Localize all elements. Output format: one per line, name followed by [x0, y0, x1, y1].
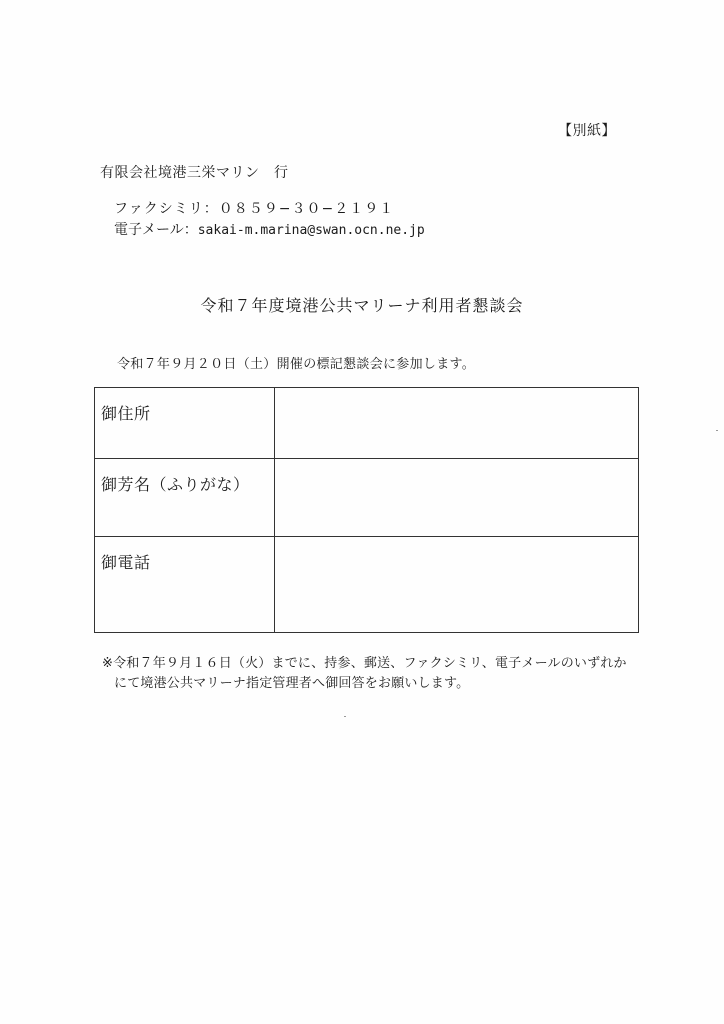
email-line [114, 219, 425, 239]
note-line-1: ※令和７年９月１６日（火）までに、持参、郵送、ファクシミリ、電子メールのいずれか [102, 656, 627, 671]
address-field[interactable] [275, 388, 638, 458]
response-form-table [94, 387, 639, 633]
fax-line [114, 198, 394, 218]
address-label: 御住所 [95, 388, 275, 458]
note-line-2: にて境港公共マリーナ指定管理者へ御回答をお願いします。 [114, 676, 470, 691]
name-field[interactable] [275, 459, 638, 536]
fax-label: ファクシミリ： [114, 201, 219, 217]
form-row-name [95, 459, 638, 537]
phone-field[interactable] [275, 537, 638, 632]
reply-note [102, 654, 642, 694]
fax-number: ０８５９−３０−２１９１ [218, 201, 395, 217]
scan-speck [344, 716, 346, 717]
form-row-address [95, 388, 638, 459]
form-row-phone [95, 537, 638, 632]
phone-label: 御電話 [95, 537, 275, 632]
attendance-statement: 令和７年９月２０日（土）開催の標記懇談会に参加します。 [117, 357, 476, 372]
scan-speck [716, 430, 718, 431]
email-label: 電子メール： [114, 222, 198, 238]
annex-label: 【別紙】 [558, 123, 616, 139]
name-label: 御芳名（ふりがな） [95, 459, 275, 536]
email-address: sakai-m.marina@swan.ocn.ne.jp [197, 223, 425, 238]
document-title: 令和７年度境港公共マリーナ利用者懇談会 [200, 296, 524, 315]
recipient: 有限会社境港三栄マリン 行 [100, 165, 289, 181]
